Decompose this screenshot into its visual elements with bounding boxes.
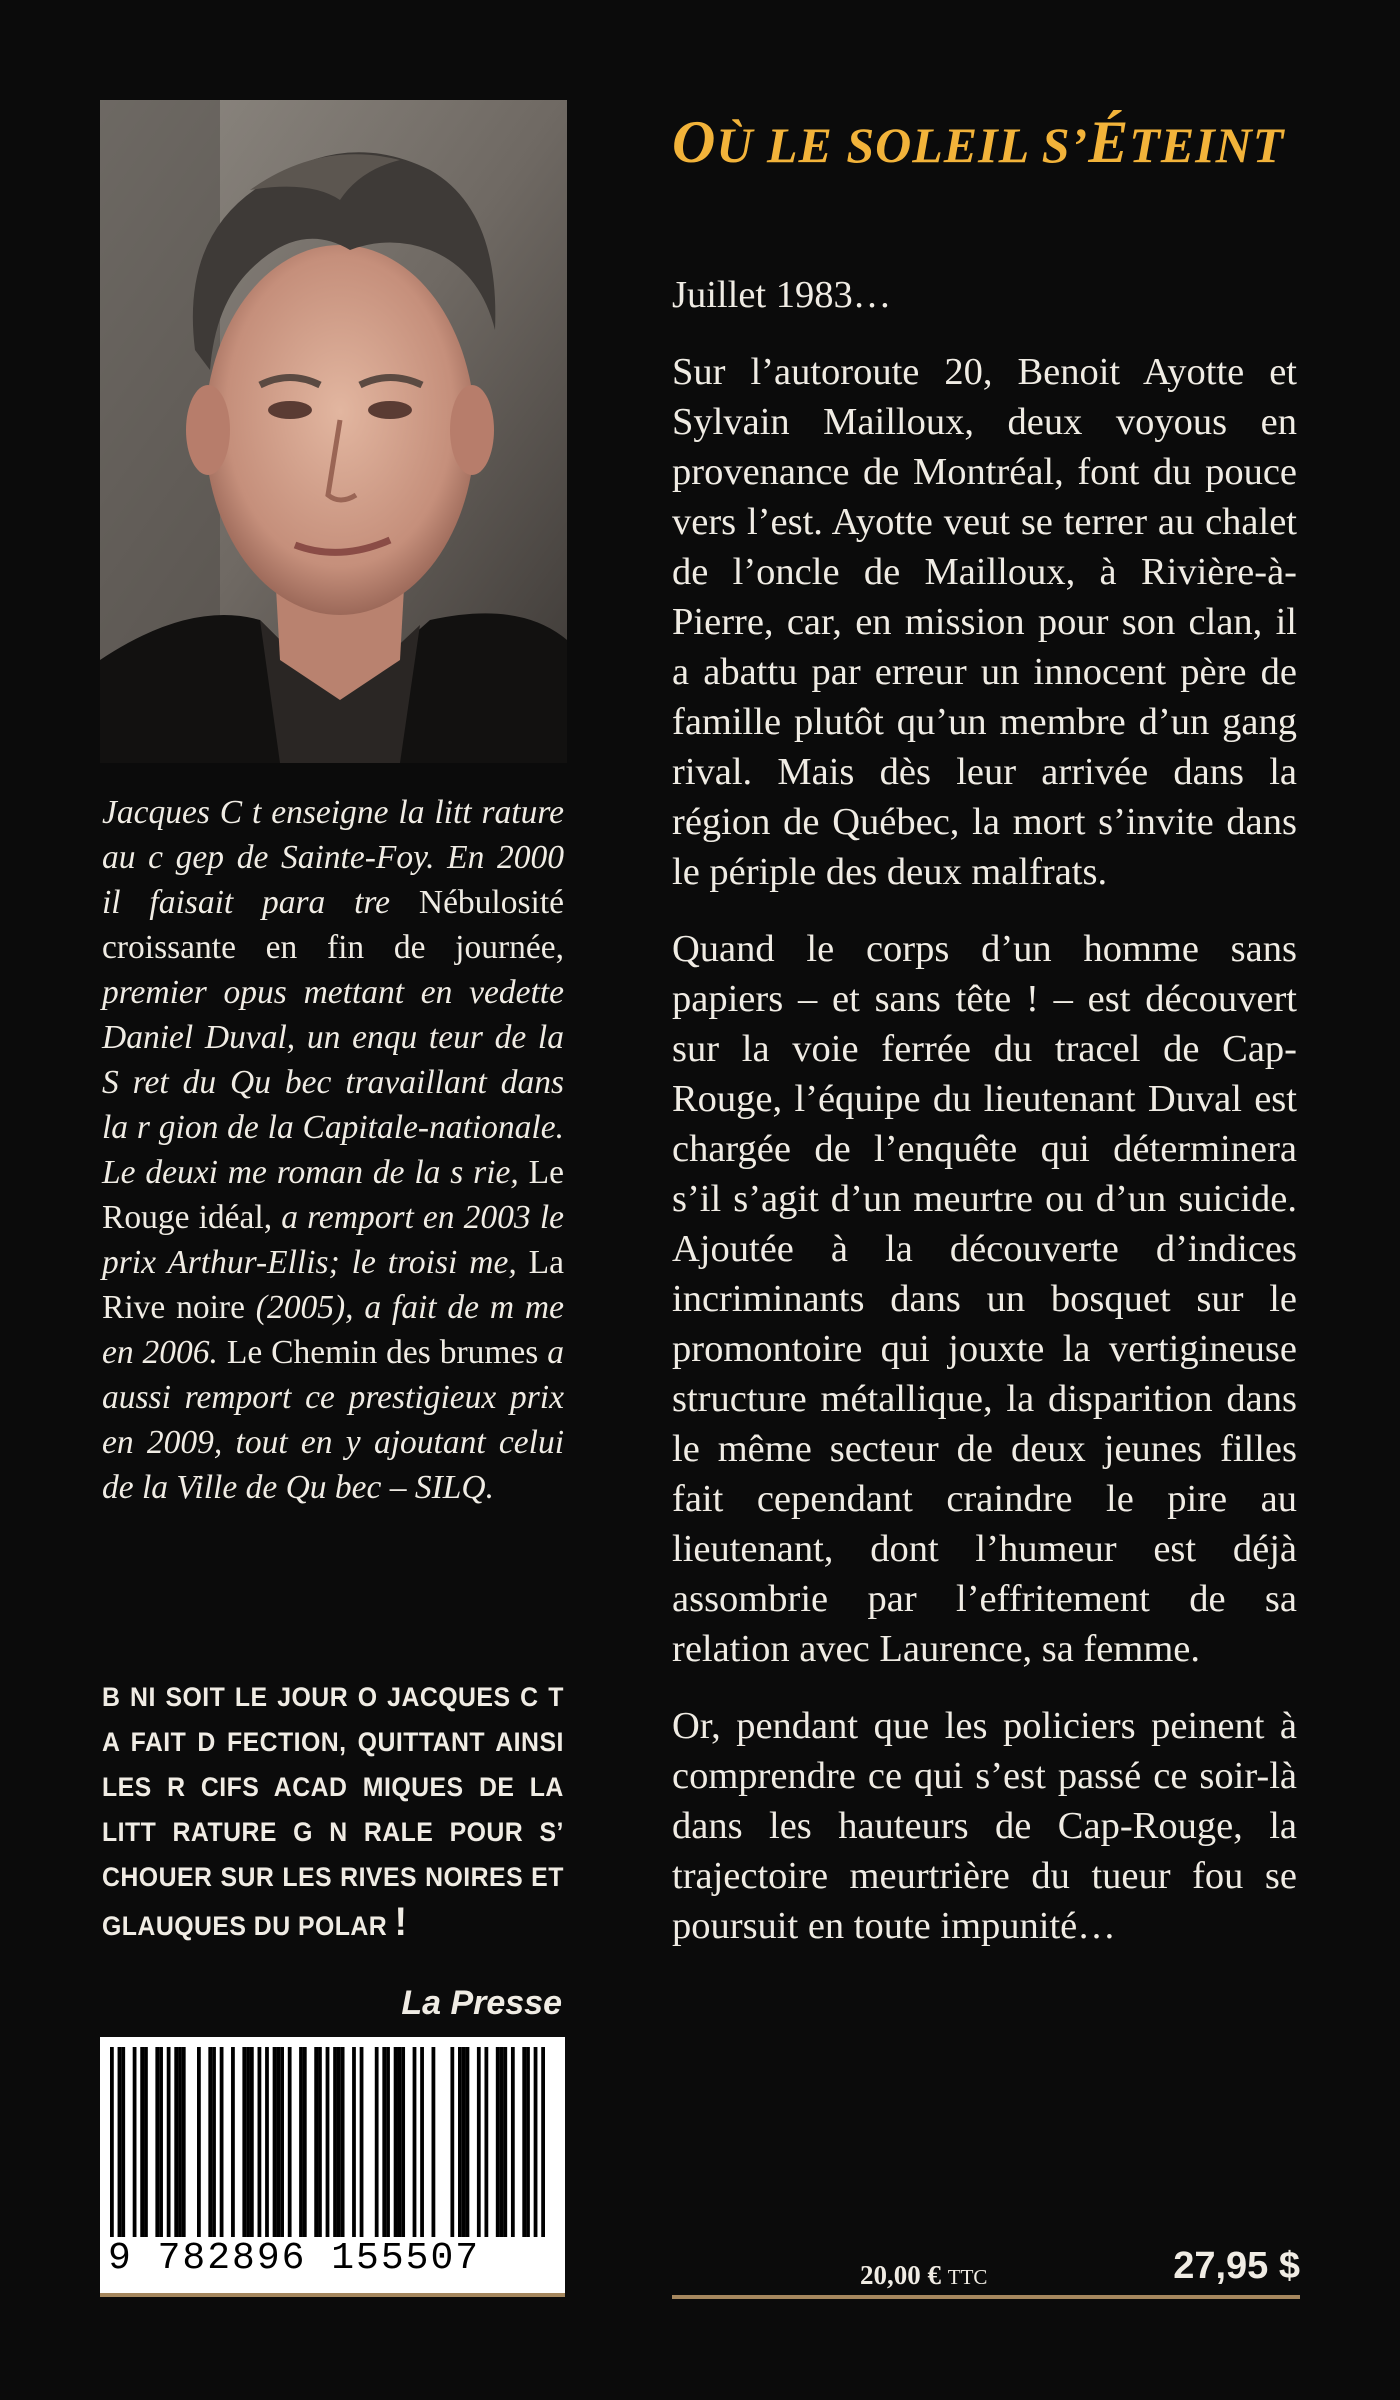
barcode-bar (314, 2047, 318, 2237)
book-title (672, 108, 1332, 177)
description-paragraph: Juillet 1983… (672, 274, 892, 316)
barcode-bar (432, 2047, 436, 2237)
barcode-bar (541, 2047, 545, 2237)
barcode-bar (299, 2047, 303, 2237)
author-photo (100, 100, 567, 763)
barcode-bar (174, 2047, 178, 2237)
barcode-bar (182, 2047, 186, 2237)
author-bio (102, 790, 564, 1510)
barcode-bar (220, 2047, 224, 2237)
title-smallcaps: TEINT (1129, 117, 1285, 173)
barcode-bar (231, 2047, 235, 2237)
barcode-bar (155, 2047, 159, 2237)
barcode-bar (386, 2047, 390, 2237)
barcode-bar (280, 2047, 284, 2237)
barcode-bar (466, 2047, 470, 2237)
bottom-rule (672, 2295, 1300, 2299)
barcode-bar (121, 2047, 125, 2237)
barcode-bar (265, 2047, 269, 2237)
barcode-bar (133, 2047, 137, 2237)
barcode-bar (197, 2047, 201, 2237)
barcode-bar (477, 2047, 481, 2237)
isbn-barcode (100, 2037, 565, 2297)
barcode-bar (167, 2047, 171, 2237)
barcode-bar (500, 2047, 504, 2237)
press-quote (102, 1675, 564, 1949)
barcode-bar (503, 2047, 507, 2237)
book-description (672, 270, 1297, 1978)
barcode-bar (242, 2047, 246, 2237)
barcode-bar (352, 2047, 356, 2237)
barcode-bar (420, 2047, 424, 2237)
price-cad: 27,95 $ (1173, 2245, 1300, 2287)
bio-book-title: Le Rouge idéal, (102, 1154, 564, 1236)
barcode-bar (375, 2047, 379, 2237)
barcode-bar (276, 2047, 280, 2237)
barcode-bar (258, 2047, 262, 2237)
bio-book-title: Le Chemin des brumes (226, 1334, 539, 1371)
barcode-bar (144, 2047, 148, 2237)
barcode-bar (511, 2047, 515, 2237)
bio-text: a aussi remport ce prestigieux prix en 2009, tout en y ajoutant celui de la Ville de Qu bec – SILQ. (102, 1334, 565, 1506)
bio-book-title: Nébulosité croissante en fin de journée, (102, 884, 565, 966)
barcode-bar (246, 2047, 250, 2237)
barcode-bar (318, 2047, 322, 2237)
barcode-bars (110, 2047, 545, 2237)
description-paragraph: Quand le corps d’un homme sans papiers – et sans tête ! – est découvert sur la voie ferrée du tracel de Cap-Rouge, l’équipe du lieutenant Duval est chargée de l’enquête qui déterminera s’il s’agit d’un meurtre ou d’un suicide. Ajoutée à la découverte d’indices incriminants dans un bosquet sur le promontoire qui jouxte la vertigineuse structure métallique, la disparition dans le même secteur de deux jeunes filles fait cependant craindre le pire au lieutenant, dont l’humeur est déjà assombrie par l’effritement de sa relation avec Laurence, sa femme. (672, 928, 1297, 1670)
barcode-bar (382, 2047, 386, 2237)
price-euro-value: 20,00 € (860, 2260, 941, 2290)
barcode-bar (401, 2047, 405, 2237)
barcode-bar (140, 2047, 144, 2237)
barcode-bar (496, 2047, 500, 2237)
barcode-bar (303, 2047, 307, 2237)
bio-text: a remport en 2003 le prix Arthur-Ellis; le troisi me, (102, 1199, 564, 1281)
barcode-bar (208, 2047, 212, 2237)
barcode-bar (360, 2047, 364, 2237)
title-capital: É (1088, 109, 1130, 175)
barcode-bar (526, 2047, 530, 2237)
barcode-bar (212, 2047, 216, 2237)
barcode-bar (397, 2047, 401, 2237)
title-initial: O (672, 109, 717, 175)
title-smallcaps: Ù LE SOLEIL S’ (716, 117, 1089, 173)
press-quote-source: La Presse (401, 1984, 562, 2022)
bio-book-title: La Rive noire (102, 1244, 564, 1326)
barcode-bar (250, 2047, 254, 2237)
barcode-bar (118, 2047, 122, 2237)
barcode-bar (522, 2047, 526, 2237)
barcode-bar (450, 2047, 454, 2237)
barcode-bar (337, 2047, 341, 2237)
barcode-bar (178, 2047, 182, 2237)
press-quote-exclamation: ! (394, 1900, 408, 1944)
barcode-bar (326, 2047, 330, 2237)
barcode-bar (534, 2047, 538, 2237)
description-paragraph: Sur l’autoroute 20, Benoit Ayotte et Sylvain Mailloux, deux voyous en provenance de Montréal, font du pouce vers l’est. Ayotte veut se terrer au chalet de l’oncle de Mailloux, à Rivière-à-Pierre, car, en mission pour son clan, il a abattu par erreur un innocent père de famille plutôt qu’un membre d’un gang rival. Mais dès leur arrivée dans la région de Québec, la mort s’invite dans le périple des deux malfrats. (672, 351, 1297, 893)
press-quote-text: B NI SOIT LE JOUR O JACQUES C T A FAIT D FECTION, QUITTANT AINSI LES R CIFS ACAD MIQUES DE LA LITT RATURE G N RALE POUR S’ CHOUER SUR LES RIVES NOIRES ET GLAUQUES DU POLAR (102, 1682, 564, 1941)
barcode-bar (341, 2047, 345, 2237)
bio-text: Jacques C t enseigne la litt rature au c gep de Sainte-Foy. En 2000 il faisait para tre (102, 794, 564, 921)
barcode-bar (159, 2047, 163, 2237)
barcode-bar (413, 2047, 417, 2237)
author-portrait-image (100, 100, 567, 763)
barcode-bar (462, 2047, 466, 2237)
price-euro-ttc: TTC (947, 2265, 988, 2289)
barcode-bar (484, 2047, 488, 2237)
barcode-bar (458, 2047, 462, 2237)
barcode-bar (333, 2047, 337, 2237)
bio-text: premier opus mettant en vedette Daniel Duval, un enqu teur de la S ret du Qu bec travaillant dans la r gion de la Capitale-nationale. Le deuxi me roman de la s rie, (102, 974, 564, 1191)
isbn-number: 9 782896 155507 (108, 2237, 481, 2280)
barcode-bar (273, 2047, 277, 2237)
description-paragraph: Or, pendant que les policiers peinent à comprendre ce qui s’est passé ce soir-là dans les hauteurs de Cap-Rouge, la trajectoire meurtrière du tueur fou se poursuit en toute impunité… (672, 1705, 1297, 1947)
barcode-bar (394, 2047, 398, 2237)
bio-text: (2005), a fait de m me en 2006. (102, 1289, 564, 1371)
price-euro (860, 2260, 987, 2291)
barcode-bar (288, 2047, 292, 2237)
barcode-bar (110, 2047, 114, 2237)
